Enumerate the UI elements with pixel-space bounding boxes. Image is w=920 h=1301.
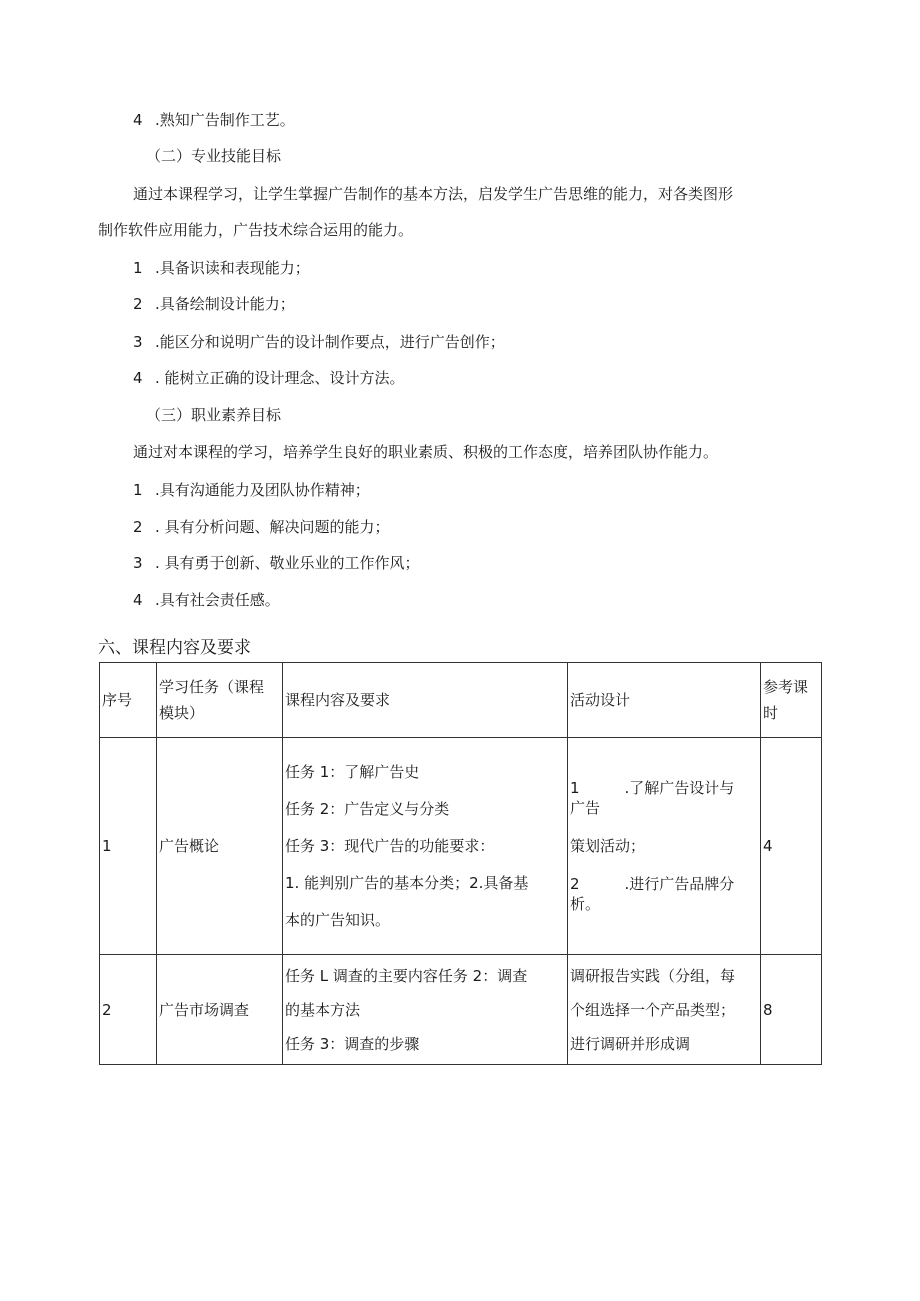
table-row — [100, 738, 822, 955]
subheading-literacy: （三）职业素养目标 — [146, 406, 282, 424]
list-item: 2 . 具有分析问题、解决问题的能力； — [133, 518, 390, 536]
table-header-row — [100, 663, 822, 738]
list-item: 3 . 具有勇于创新、敬业乐业的工作作风； — [133, 554, 420, 572]
cell-activity: 1 .了解广告设计与 广告 策划活动； 2 .进行广告品牌分 析。 — [568, 738, 761, 955]
cell-seq: 2 — [100, 955, 157, 1065]
header-seq: 序号 — [100, 663, 157, 738]
cell-activity: 调研报告实践（分组，每 个组选择一个产品类型； 进行调研并形成调 — [568, 955, 761, 1065]
cell-hours: 4 — [761, 738, 822, 955]
section-heading: 六、课程内容及要求 — [98, 638, 251, 658]
header-content: 课程内容及要求 — [283, 663, 568, 738]
list-item: 1 .具备识读和表现能力； — [133, 259, 310, 277]
cell-seq: 1 — [100, 738, 157, 955]
header-activity: 活动设计 — [568, 663, 761, 738]
course-content-table — [99, 662, 822, 1065]
subheading-skills: （二）专业技能目标 — [146, 147, 282, 165]
list-item: 2 .具备绘制设计能力； — [133, 295, 295, 313]
list-item: 4 .熟知广告制作工艺。 — [133, 111, 295, 129]
list-item: 4 . 能树立正确的设计理念、设计方法。 — [133, 369, 405, 387]
cell-content: 任务 L 调查的主要内容任务 2：调查 的基本方法 任务 3：调查的步骤 — [283, 955, 568, 1065]
cell-hours: 8 — [761, 955, 822, 1065]
paragraph: 通过本课程学习，让学生掌握广告制作的基本方法，启发学生广告思维的能力，对各类图形 — [133, 185, 734, 203]
cell-task: 广告概论 — [157, 738, 283, 955]
paragraph: 通过对本课程的学习，培养学生良好的职业素质、积极的工作态度，培养团队协作能力。 — [133, 443, 719, 461]
header-task: 学习任务（课程 模块） — [157, 663, 283, 738]
list-item: 1 .具有沟通能力及团队协作精神； — [133, 481, 370, 499]
table-row — [100, 955, 822, 1065]
paragraph: 制作软件应用能力，广告技术综合运用的能力。 — [98, 221, 414, 239]
list-item: 4 .具有社会责任感。 — [133, 591, 280, 609]
list-item: 3 .能区分和说明广告的设计制作要点，进行广告创作； — [133, 333, 505, 351]
header-hours: 参考课 时 — [761, 663, 822, 738]
cell-content: 任务 1：了解广告史 任务 2：广告定义与分类 任务 3：现代广告的功能要求： 1. 能判别广告的基本分类；2.具备基 本的广告知识。 — [283, 738, 568, 955]
cell-task: 广告市场调查 — [157, 955, 283, 1065]
